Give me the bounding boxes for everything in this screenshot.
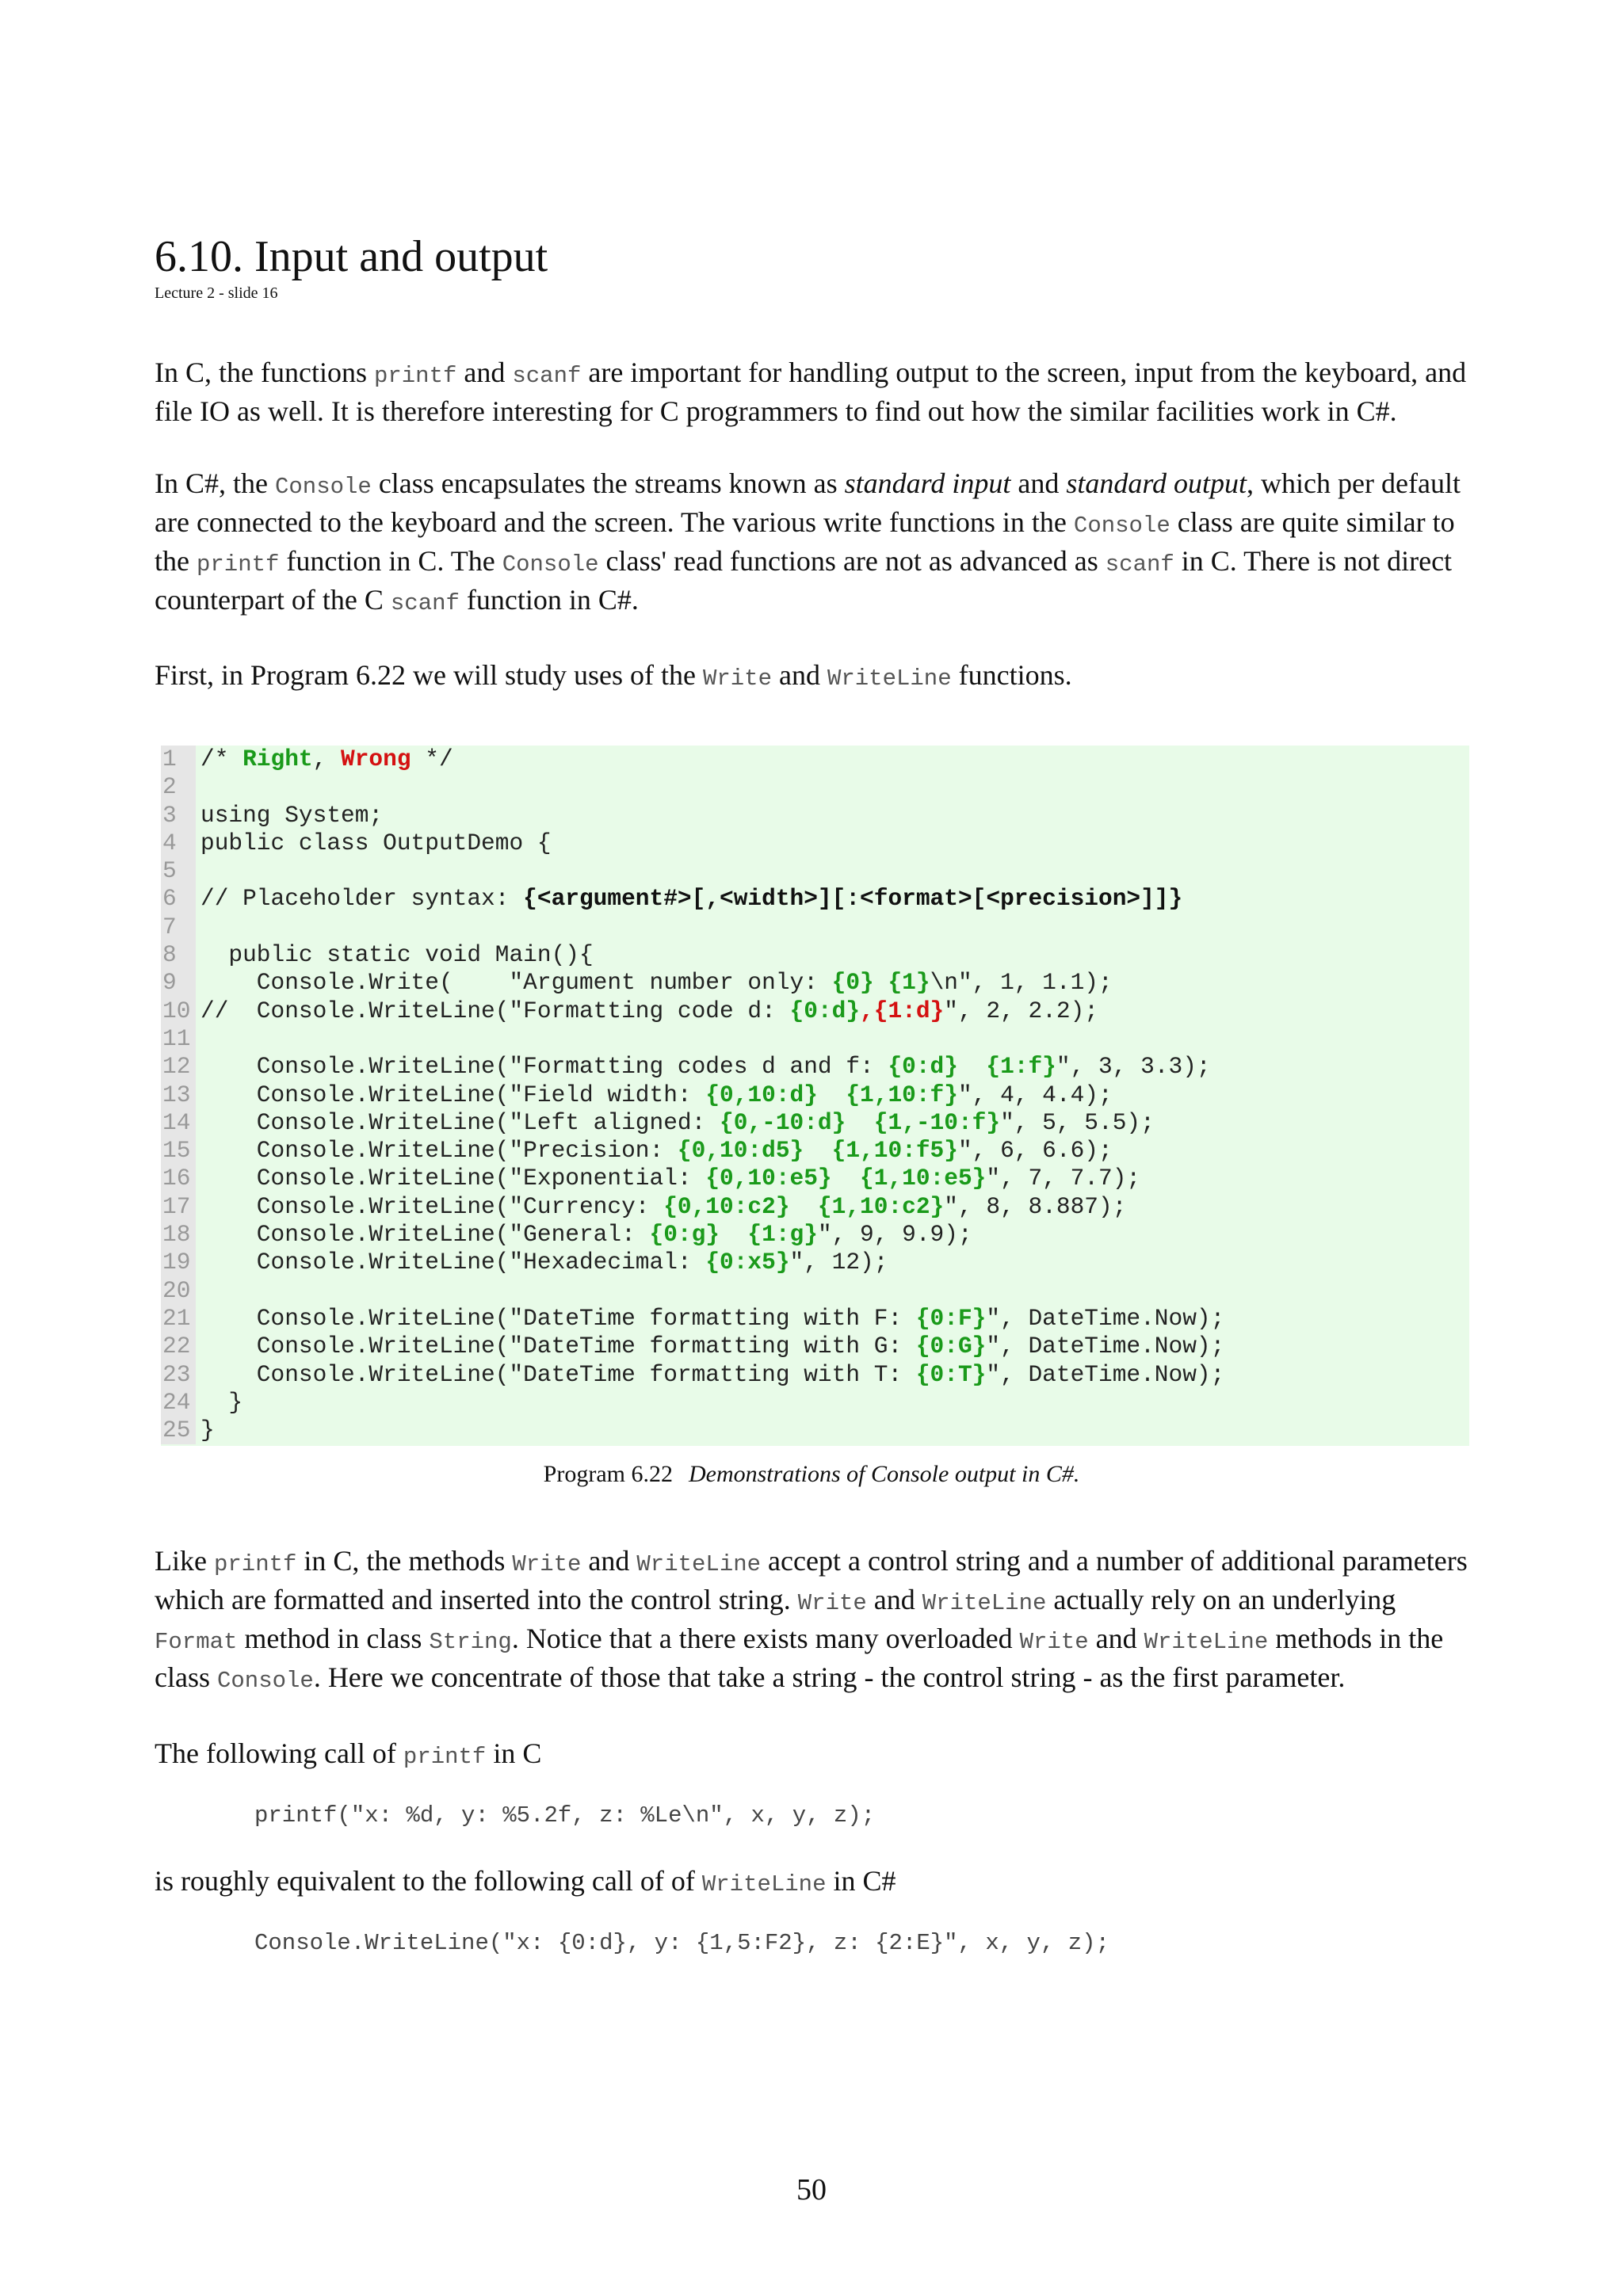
text: actually rely on an underlying: [1046, 1584, 1396, 1615]
code-text: [196, 1361, 1224, 1389]
code-token: ", 3, 3.3);: [1056, 1053, 1211, 1081]
code-printf: printf: [373, 363, 457, 389]
line-number: 6: [161, 885, 196, 913]
code-text: [196, 1249, 888, 1276]
code-line: [161, 1417, 1469, 1444]
console-paragraph: [155, 466, 1474, 621]
code-line: [161, 941, 1469, 969]
line-number: 18: [161, 1221, 196, 1249]
code-text: [196, 773, 200, 801]
line-number: 4: [161, 830, 196, 857]
text: . Here we concentrate of those that take a string - the control string - as the first parameter.: [313, 1661, 1346, 1693]
text: in C, the methods: [296, 1545, 513, 1577]
line-number: 8: [161, 941, 196, 969]
code-token: \n", 1, 1.1);: [930, 969, 1113, 997]
page-number: 50: [796, 2173, 827, 2206]
code-string: String: [429, 1629, 512, 1655]
code-token: using System;: [200, 801, 384, 829]
code-line: [161, 1305, 1469, 1333]
code-line: [161, 1053, 1469, 1081]
code-text: [196, 1193, 1126, 1221]
code-line: [161, 1081, 1469, 1109]
code-write: Write: [1019, 1629, 1089, 1655]
code-line: [161, 969, 1469, 997]
text: class' read functions are not as advanced as: [598, 545, 1106, 577]
code-line: [161, 857, 1469, 885]
code-text: [196, 1333, 1224, 1360]
code-console: Console: [216, 1668, 314, 1694]
code-token: /*: [200, 746, 243, 772]
code-scanf: scanf: [512, 363, 582, 389]
code-line: [161, 1277, 1469, 1305]
code-writeline: WriteLine: [636, 1551, 762, 1577]
code-line: [161, 1361, 1469, 1389]
slide-reference: Lecture 2 - slide 16: [155, 284, 278, 302]
writeline-snippet: Console.WriteLine("x: {0:d}, y: {1,5:F2}, z: {2:E}", x, y, z);: [254, 1930, 1109, 1956]
code-writeline: WriteLine: [827, 666, 952, 692]
text: are important for handling output to the screen, input from the keyboard, and file IO as well. It is therefore interesting for C programmers to find out how the similar facilities work in C#.: [155, 357, 1467, 427]
code-token: Console.WriteLine("General:: [200, 1221, 650, 1249]
printf-call-paragraph: [155, 1736, 1474, 1775]
code-token: Console.WriteLine("DateTime formatting with F:: [200, 1304, 916, 1332]
code-text: [196, 1137, 1113, 1165]
code-highlight-right: {0:T}: [915, 1360, 987, 1388]
code-highlight-right: {0,10:d5} {1,10:f5}: [677, 1137, 958, 1165]
code-token: Console.WriteLine("DateTime formatting with T:: [200, 1360, 916, 1388]
writeline-paragraph: [155, 1543, 1474, 1699]
text: The following call of: [155, 1737, 403, 1769]
code-bold: {<argument#>[,<width>][:<format>[<precision>]]}: [523, 885, 1183, 913]
code-token: Console.WriteLine("Currency:: [200, 1192, 664, 1220]
text: accept a control string and a number of additional parameters which are formatted and inserted into the control string.: [155, 1545, 1468, 1615]
text: and: [1088, 1623, 1144, 1654]
code-text: [196, 746, 453, 773]
caption-description: Demonstrations of Console output in C#.: [688, 1461, 1080, 1487]
code-line: [161, 830, 1469, 857]
code-token: // Placeholder syntax:: [200, 885, 524, 913]
code-text: [196, 1221, 972, 1249]
code-text: [196, 1081, 1113, 1109]
line-number: 9: [161, 969, 196, 997]
line-number: 1: [161, 746, 196, 773]
text: functions.: [951, 659, 1072, 691]
text: and: [1010, 467, 1067, 499]
code-highlight-right: {0:g} {1:g}: [649, 1221, 818, 1249]
code-token: ", 2, 2.2);: [944, 997, 1098, 1024]
code-token: Console.WriteLine("Exponential:: [200, 1165, 706, 1192]
line-number: 14: [161, 1109, 196, 1137]
code-token: Console.WriteLine("Field width:: [200, 1081, 706, 1108]
code-token: Console.WriteLine("Formatting codes d and f:: [200, 1053, 888, 1081]
line-number: 17: [161, 1193, 196, 1221]
text: class are quite similar to the: [155, 506, 1455, 577]
code-text: [196, 1025, 200, 1053]
code-printf: printf: [403, 1744, 487, 1770]
code-token: Console.WriteLine("Precision:: [200, 1137, 678, 1165]
line-number: 12: [161, 1053, 196, 1081]
line-number: 22: [161, 1333, 196, 1360]
code-token: ", DateTime.Now);: [986, 1360, 1225, 1388]
code-line: [161, 913, 1469, 941]
code-highlight-right: {0,10:c2} {1,10:c2}: [663, 1192, 945, 1220]
code-token: }: [200, 1388, 243, 1416]
code-text: [196, 885, 1182, 913]
code-token: ", 6, 6.6);: [957, 1137, 1113, 1165]
code-writeline: WriteLine: [1144, 1629, 1269, 1655]
code-token: public class OutputDemo {: [200, 829, 552, 856]
text: function in C. The: [279, 545, 502, 577]
code-line: [161, 746, 1469, 773]
line-number: 11: [161, 1025, 196, 1053]
code-line: [161, 1165, 1469, 1192]
program-intro-paragraph: [155, 658, 1474, 696]
text: function in C#.: [459, 584, 639, 616]
code-highlight-right: {0} {1}: [831, 969, 930, 997]
code-line: [161, 1221, 1469, 1249]
code-highlight-right: {0,10:d} {1,10:f}: [705, 1081, 958, 1108]
equivalent-paragraph: [155, 1863, 1474, 1902]
code-writeline: WriteLine: [922, 1590, 1047, 1616]
page-content: [155, 231, 1474, 696]
text: Like: [155, 1545, 214, 1577]
line-number: 13: [161, 1081, 196, 1109]
line-number: 15: [161, 1137, 196, 1165]
line-number: 23: [161, 1361, 196, 1389]
code-line: [161, 1193, 1469, 1221]
text: in C. There is not direct counterpart of the C: [155, 545, 1453, 616]
code-line: [161, 1389, 1469, 1417]
code-text: [196, 830, 552, 857]
code-token: ", 7, 7.7);: [986, 1165, 1141, 1192]
code-highlight-right: {0:d} {1:f}: [888, 1053, 1056, 1081]
code-line: [161, 1109, 1469, 1137]
code-printf: printf: [196, 551, 280, 578]
text: In C, the functions: [155, 357, 374, 388]
line-number: 7: [161, 913, 196, 941]
code-text: [196, 857, 200, 885]
code-text: [196, 802, 383, 830]
code-token: ", DateTime.Now);: [986, 1304, 1225, 1332]
text: method in class: [237, 1623, 430, 1654]
code-format: Format: [155, 1629, 238, 1655]
program-caption: [0, 1460, 1623, 1489]
code-text: [196, 1277, 200, 1305]
code-write: Write: [702, 666, 772, 692]
code-token: ", 8, 8.887);: [944, 1192, 1127, 1220]
code-line: [161, 773, 1469, 801]
line-number: 20: [161, 1277, 196, 1305]
code-highlight-wrong: ,{1:d}: [860, 997, 945, 1024]
code-text: [196, 1053, 1211, 1081]
line-number: 21: [161, 1305, 196, 1333]
code-highlight-right: Right: [242, 746, 313, 772]
code-highlight-right: {0:x5}: [705, 1249, 790, 1276]
code-text: [196, 913, 200, 941]
code-text: [196, 1165, 1140, 1192]
text: and: [456, 357, 513, 388]
code-text: [196, 1305, 1224, 1333]
code-token: ", 5, 5.5);: [1000, 1108, 1155, 1136]
line-number: 5: [161, 857, 196, 885]
text: In C#, the: [155, 467, 275, 499]
line-number: 25: [161, 1417, 196, 1444]
text: methods in the class: [155, 1623, 1444, 1693]
code-token: Console.WriteLine("Left aligned:: [200, 1108, 720, 1136]
code-token: Console.Write( "Argument number only:: [200, 969, 832, 997]
caption-label: Program 6.22: [543, 1461, 673, 1487]
code-highlight-right: {0,-10:d} {1,-10:f}: [720, 1108, 1001, 1136]
line-number: 24: [161, 1389, 196, 1417]
line-number: 19: [161, 1249, 196, 1276]
code-printf: printf: [213, 1551, 297, 1577]
code-highlight-right: {0,10:e5} {1,10:e5}: [705, 1165, 987, 1192]
text: and: [581, 1545, 637, 1577]
text: in C: [486, 1737, 542, 1769]
code-token: Console.WriteLine("DateTime formatting with G:: [200, 1333, 916, 1360]
code-token: public static void Main(){: [200, 941, 594, 969]
code-token: }: [200, 1417, 215, 1444]
program-listing: [161, 746, 1469, 1446]
text: First, in Program 6.22 we will study uses of the: [155, 659, 703, 691]
code-scanf: scanf: [390, 590, 460, 616]
text: in C#: [826, 1865, 896, 1897]
code-token: ,: [312, 746, 342, 772]
text: and: [866, 1584, 922, 1615]
code-text: [196, 997, 1098, 1025]
code-highlight-wrong: Wrong: [341, 746, 411, 772]
code-line: [161, 1137, 1469, 1165]
code-token: ", 4, 4.4);: [957, 1081, 1113, 1108]
code-write: Write: [512, 1551, 582, 1577]
code-line: [161, 885, 1469, 913]
code-token: */: [411, 746, 453, 772]
text: . Notice that a there exists many overloaded: [511, 1623, 1020, 1654]
code-line: [161, 802, 1469, 830]
code-console: Console: [274, 474, 372, 500]
line-number: 16: [161, 1165, 196, 1192]
code-text: [196, 1109, 1155, 1137]
line-number: 3: [161, 802, 196, 830]
code-console: Console: [502, 551, 599, 578]
text: , which per default are connected to the keyboard and the screen. The various write functions in the: [155, 467, 1461, 538]
code-text: [196, 1389, 242, 1417]
printf-snippet: printf("x: %d, y: %5.2f, z: %Le\n", x, y, z);: [254, 1802, 876, 1829]
code-write: Write: [797, 1590, 867, 1616]
code-line: [161, 997, 1469, 1025]
section-heading: 6.10. Input and output: [155, 232, 548, 281]
code-writeline: WriteLine: [701, 1871, 827, 1897]
code-token: ", DateTime.Now);: [986, 1333, 1225, 1360]
code-highlight-right: {0:F}: [915, 1304, 987, 1332]
code-token: Console.WriteLine("Hexadecimal:: [200, 1249, 706, 1276]
text: is roughly equivalent to the following call of of: [155, 1865, 702, 1897]
emphasis: standard input: [844, 467, 1011, 499]
code-line: [161, 1333, 1469, 1360]
code-line: [161, 1249, 1469, 1276]
code-scanf: scanf: [1105, 551, 1174, 578]
code-text: [196, 941, 594, 969]
explanation-section: [155, 1543, 1474, 1959]
code-highlight-right: {0:G}: [915, 1333, 987, 1360]
code-console: Console: [1073, 513, 1170, 539]
code-text: [196, 1417, 215, 1444]
code-token: ", 12);: [789, 1249, 888, 1276]
intro-paragraph: [155, 355, 1474, 429]
line-number: 2: [161, 773, 196, 801]
text: class encapsulates the streams known as: [371, 467, 845, 499]
code-highlight-right: {0:d}: [789, 997, 861, 1024]
code-line: [161, 1025, 1469, 1053]
emphasis: standard output: [1066, 467, 1247, 499]
code-token: ", 9, 9.9);: [817, 1221, 972, 1249]
code-text: [196, 969, 1113, 997]
text: and: [771, 659, 827, 691]
line-number: 10: [161, 997, 196, 1025]
code-token: // Console.WriteLine("Formatting code d:: [200, 997, 790, 1024]
